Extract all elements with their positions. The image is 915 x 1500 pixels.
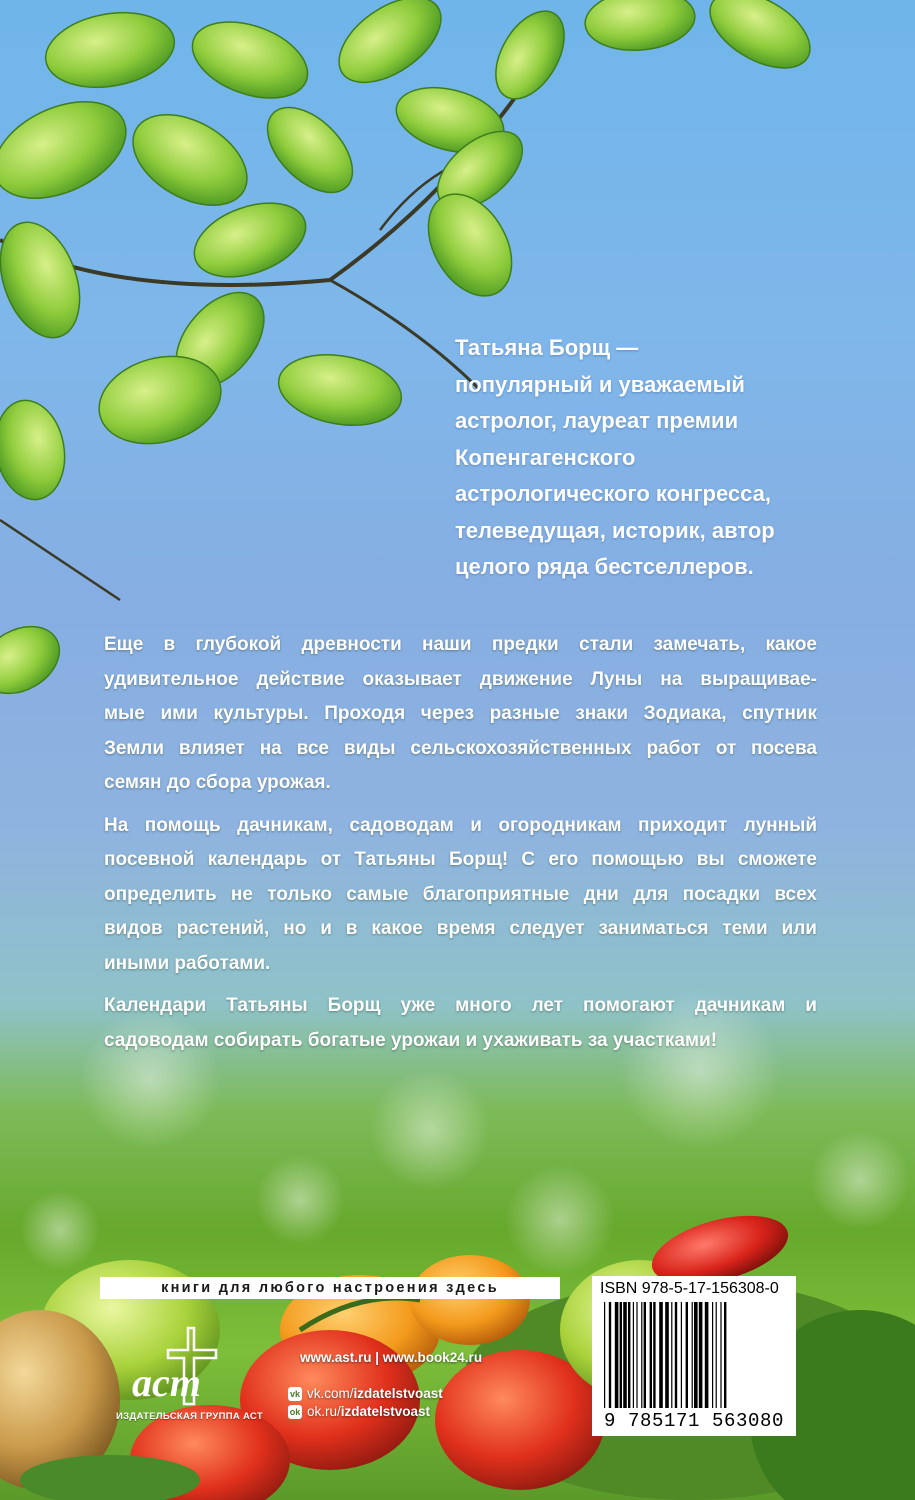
barcode-bar	[653, 1302, 655, 1408]
description-line: На помощь дачникам, садоводам и огородникам приходит лунный	[104, 814, 817, 836]
author-bio-line: Татьяна Борщ —	[455, 335, 639, 360]
description-line: видов растений, но и в какое время следует заниматься теми или	[104, 918, 817, 939]
barcode-bar	[694, 1302, 698, 1408]
publisher-name: ИЗДАТЕЛЬСКАЯ ГРУППА АСТ	[116, 1411, 263, 1422]
ok-prefix: ok.ru/	[307, 1404, 341, 1419]
barcode-bar	[650, 1302, 652, 1408]
barcode-bar	[615, 1302, 619, 1408]
website-links[interactable]	[300, 1350, 482, 1365]
author-bio-line: астрологического конгресса,	[455, 481, 772, 506]
barcode-digits: 9 785171 563080	[603, 1410, 785, 1432]
barcode-bar	[659, 1302, 663, 1408]
description-line: определить не только самые благоприятные дни для посадки всех	[104, 883, 817, 905]
barcode-bar	[681, 1302, 682, 1408]
barcode-bar	[633, 1302, 634, 1408]
barcode-bar	[686, 1302, 688, 1408]
barcode-bar	[675, 1302, 677, 1408]
description-paragraph	[104, 809, 817, 982]
description-paragraph	[104, 989, 817, 1058]
isbn-label: ISBN 978-5-17-156308-0	[600, 1280, 779, 1297]
barcode-bar	[609, 1302, 611, 1408]
ok-icon: ok	[289, 1406, 301, 1417]
description-line: Еще в глубокой древности наши предки стали замечать, какое	[104, 634, 817, 655]
barcode-bar	[644, 1302, 646, 1408]
barcode-bar	[623, 1302, 627, 1408]
description-line: Земли влияет на все виды сельскохозяйственных работ от посева	[104, 737, 817, 759]
barcode-bar	[716, 1302, 717, 1408]
ok-link[interactable]	[288, 1404, 430, 1419]
websites-text[interactable]: www.ast.ru | www.book24.ru	[300, 1350, 483, 1365]
barcode-bar	[641, 1302, 642, 1408]
barcode-bar	[665, 1302, 669, 1408]
author-bio-line: целого ряда бестселлеров.	[455, 554, 754, 579]
barcode-bar	[636, 1302, 637, 1408]
author-bio-line: популярный и уважаемый	[455, 371, 745, 397]
barcode-bar	[720, 1302, 721, 1408]
barcode-bar	[692, 1302, 693, 1408]
author-bio-line: Копенгагенского	[455, 444, 636, 470]
vk-handle: izdatelstvoast	[353, 1386, 443, 1401]
logo-text: аст	[132, 1360, 201, 1405]
barcode-bar	[620, 1302, 622, 1408]
book-description	[104, 628, 817, 1066]
description-line: мые ими культуры. Проходя через разные знаки Зодиака, спутник	[104, 703, 817, 724]
ok-handle: izdatelstvoast	[340, 1404, 431, 1419]
tagline-banner: книги для любого настроения здесь	[100, 1277, 560, 1299]
ast-logo-icon	[128, 1324, 248, 1412]
isbn-block	[592, 1276, 796, 1436]
barcode-bar	[628, 1302, 630, 1408]
description-line: Календари Татьяны Борщ уже много лет помогают дачникам и	[104, 995, 817, 1016]
barcode-bar	[699, 1302, 703, 1408]
barcode-bar	[705, 1302, 709, 1408]
description-line: иными работами.	[104, 952, 271, 974]
description-line: садоводам собирать богатые урожаи и ухаживать за участками!	[104, 1029, 718, 1051]
vk-link[interactable]	[288, 1386, 443, 1401]
barcode-bar	[712, 1302, 713, 1408]
barcode-bar	[671, 1302, 672, 1408]
description-line: посевной календарь от Татьяны Борщ! С его помощью вы сможете	[104, 849, 817, 870]
author-bio-line: астролог, лауреат премии	[455, 408, 739, 433]
author-bio-line: телеведущая, историк, автор	[455, 517, 775, 543]
description-line: удивительное действие оказывает движение Луны на выращивае-	[104, 668, 817, 690]
barcode-image	[600, 1302, 788, 1410]
vk-icon: vk	[289, 1388, 300, 1399]
vk-prefix: vk.com/	[307, 1386, 354, 1401]
barcode-bar	[604, 1302, 605, 1408]
author-bio	[455, 330, 875, 586]
description-line: семян до сбора урожая.	[104, 772, 331, 793]
description-paragraph	[104, 628, 817, 801]
barcode-bar	[724, 1302, 726, 1408]
